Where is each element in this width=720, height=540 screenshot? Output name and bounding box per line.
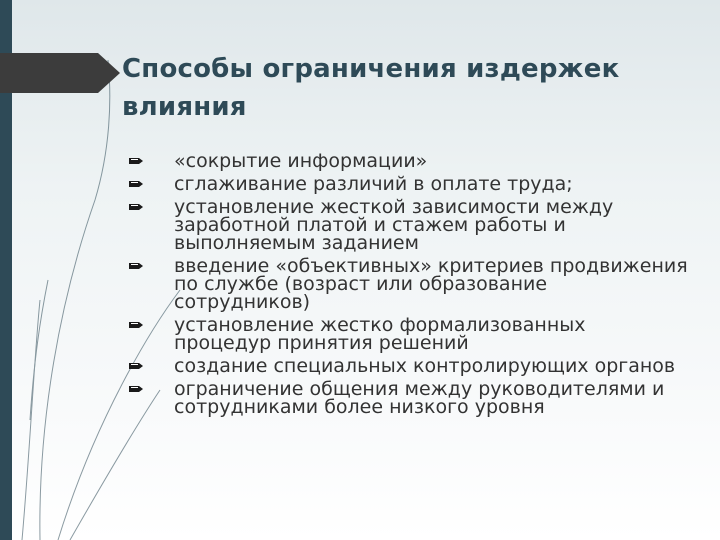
- list-item: [128, 198, 688, 252]
- list-item: [128, 357, 688, 375]
- list-item: [128, 316, 688, 352]
- list-item: [128, 175, 688, 193]
- list-item: [128, 257, 688, 311]
- bullet-text: создание специальных контролирующих органов: [174, 355, 676, 377]
- pen-icon: [128, 381, 144, 397]
- bullet-text: введение «объективных» критериев продвижения по службе (возраст или образование сотрудников): [174, 255, 688, 313]
- slide-title: Способы ограничения издержек влияния: [122, 54, 620, 122]
- pen-icon: [128, 199, 144, 215]
- pen-icon: [128, 317, 144, 333]
- bullet-text: установление жесткой зависимости между заработной платой и стажем работы и выполняемым заданием: [174, 196, 614, 254]
- pen-icon: [128, 258, 144, 274]
- list-item: [128, 152, 688, 170]
- pen-icon: [128, 176, 144, 192]
- list-item: [128, 380, 688, 416]
- bullet-list: [128, 152, 688, 421]
- pen-icon: [128, 358, 144, 374]
- bullet-text: ограничение общения между руководителями и сотрудниками более низкого уровня: [174, 378, 665, 418]
- bullet-text: сглаживание различий в оплате труда;: [174, 173, 573, 195]
- pen-icon: [128, 153, 144, 169]
- bullet-text: «сокрытие информации»: [174, 150, 428, 172]
- bullet-text: установление жестко формализованных процедур принятия решений: [174, 314, 586, 354]
- title-accent-tab: [0, 53, 98, 93]
